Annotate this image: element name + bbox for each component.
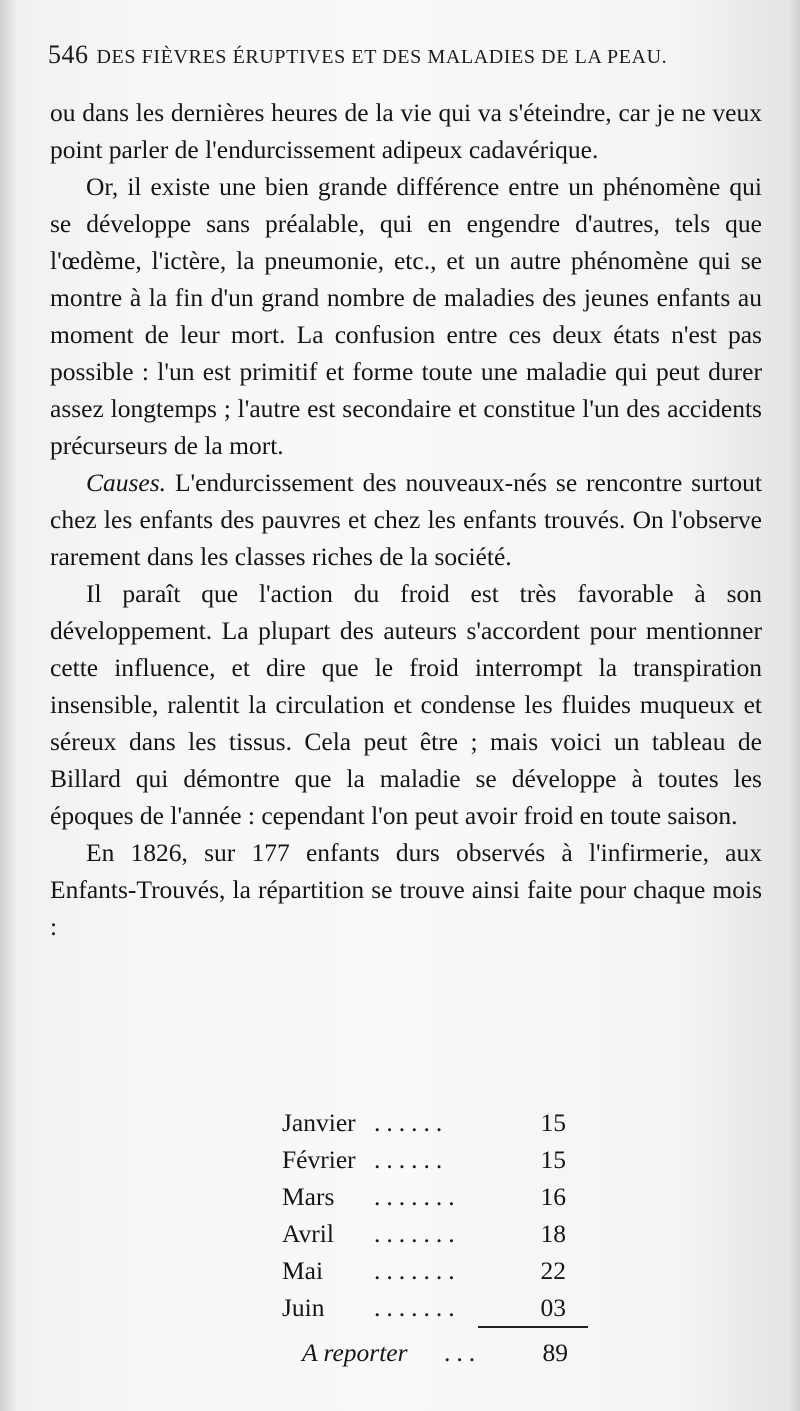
month-label: Avril <box>282 1219 334 1248</box>
section-label-causes: Causes. <box>86 468 167 497</box>
monthly-table <box>282 1104 572 1326</box>
page-spine-shadow <box>0 0 18 1411</box>
page-header <box>48 40 758 70</box>
page-number: 546 <box>48 40 89 69</box>
page-edge-shadow <box>790 0 800 1411</box>
table-row <box>282 1252 572 1289</box>
leader-dots: ... <box>444 1338 482 1367</box>
month-value: 03 <box>540 1293 566 1322</box>
leader-dots: ....... <box>374 1256 461 1285</box>
month-label: Mai <box>282 1256 324 1285</box>
table-row <box>282 1178 572 1215</box>
paragraph-4: Il paraît que l'action du froid est très favorable à son développement. La plupart des auteurs s'accordent pour mentionner cette influence, et dire que le froid interrompt la transpiration insensible, ralentit la circulation et condense les fluides muqueux et séreux dans les tissus. Cela peut être ; mais voici un tableau de Billard qui démontre que la maladie se développe à toutes les époques de l'année : cependant l'on peut avoir froid en toute saison. <box>50 579 762 830</box>
month-value: 15 <box>540 1108 566 1137</box>
leader-dots: ...... <box>374 1108 449 1137</box>
leader-dots: ....... <box>374 1219 461 1248</box>
total-label: A reporter <box>302 1338 408 1367</box>
total-row <box>302 1334 572 1371</box>
paragraph-5: En 1826, sur 177 enfants durs observés à l'infirmerie, aux Enfants-Trouvés, la répartition se trouve ainsi faite pour chaque mois : <box>50 838 762 941</box>
total-rule <box>478 1326 588 1328</box>
table-row <box>282 1289 572 1326</box>
month-label: Mars <box>282 1182 335 1211</box>
month-value: 16 <box>540 1182 566 1211</box>
month-label: Juin <box>282 1293 325 1322</box>
paragraph-2: Or, il existe une bien grande différence entre un phénomène qui se développe sans préalable, qui en engendre d'autres, tels que l'œdème, l'ictère, la pneumonie, etc., et un autre phénomène qui se montre à la fin d'un grand nombre de maladies des jeunes enfants au moment de leur mort. La confusion entre ces deux états n'est pas possible : l'un est primitif et forme toute une maladie qui peut durer assez longtemps ; l'autre est secondaire et constitue l'un des accidents précurseurs de la mort. <box>50 172 762 460</box>
table-row <box>282 1215 572 1252</box>
table-row <box>282 1141 572 1178</box>
month-value: 15 <box>540 1145 566 1174</box>
paragraph-3-text: L'endurcissement des nouveaux-nés se rencontre surtout chez les enfants des pauvres et chez les enfants trouvés. On l'observe rarement dans les classes riches de la société. <box>50 468 763 571</box>
month-value: 18 <box>540 1219 566 1248</box>
leader-dots: ....... <box>374 1182 461 1211</box>
body-text <box>50 94 762 945</box>
paragraph-3 <box>50 464 762 575</box>
leader-dots: ...... <box>374 1145 449 1174</box>
month-label: Février <box>282 1145 356 1174</box>
paragraph-1: ou dans les dernières heures de la vie qui va s'éteindre, car je ne veux point parler de l'endurcissement adipeux cadavérique. <box>50 98 762 164</box>
leader-dots: ....... <box>374 1293 461 1322</box>
total-value: 89 <box>542 1338 568 1367</box>
month-value: 22 <box>540 1256 566 1285</box>
table-row <box>282 1104 572 1141</box>
month-label: Janvier <box>282 1108 356 1137</box>
running-title: DES FIÈVRES ÉRUPTIVES ET DES MALADIES DE LA PEAU. <box>96 46 668 68</box>
